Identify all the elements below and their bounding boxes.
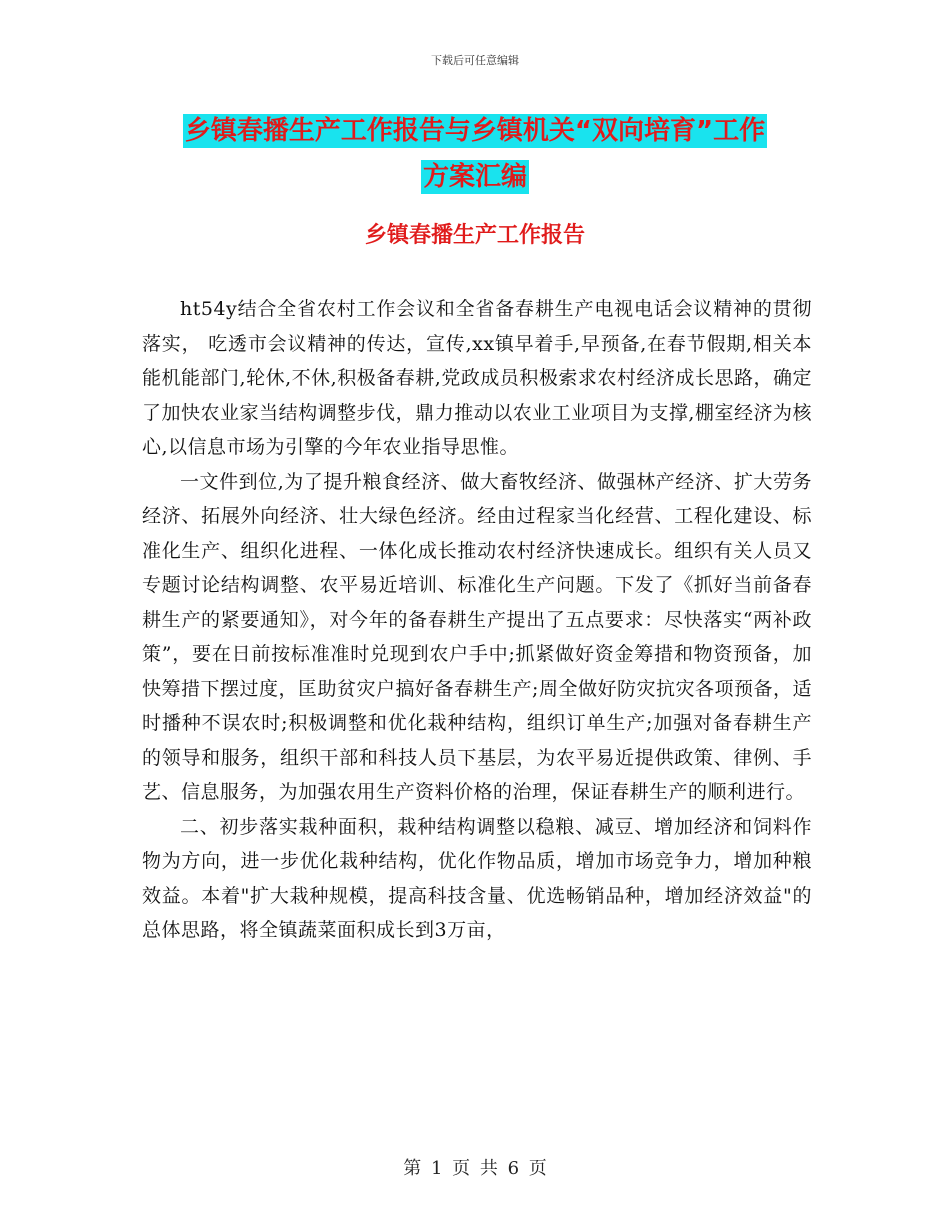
paragraph-2: 一文件到位,为了提升粮食经济、做大畜牧经济、做强林产经济、扩大劳务经济、拓展外向经济、壮大绿色经济。经由过程家当化经营、工程化建设、标准化生产、组织化进程、一体化成长推动农村经济快速成长。组织有关人员又专题讨论结构调整、农平易近培训、标准化生产问题。下发了《抓好当前备春耕生产的紧要通知》，对今年的备春耕生产提出了五点要求：尽快落实“两补政策”，要在日前按标准准时兑现到农户手中;抓紧做好资金筹措和物资预备，加快筹措下摆过度，匡助贫灾户搞好备春耕生产;周全做好防灾抗灾各项预备，适时播种不误农时;积极调整和优化栽种结构，组织订单生产;加强对备春耕生产的领导和服务，组织干部和科技人员下基层，为农平易近提供政策、律例、手艺、信息服务，为加强农用生产资料价格的治理，保证春耕生产的顺利进行。 bbox=[142, 470, 812, 803]
page-number: 第 1 页 共 6 页 bbox=[403, 1158, 547, 1179]
document-title bbox=[120, 108, 830, 200]
page-header-note: 下载后可任意编辑 bbox=[431, 54, 519, 67]
document-body bbox=[142, 292, 812, 948]
section-title: 乡镇春播生产工作报告 bbox=[364, 223, 585, 248]
paragraph-1: ht54y结合全省农村工作会议和全省备春耕生产电视电话会议精神的贯彻落实， 吃透市会议精神的传达，宣传,xx镇早着手,早预备,在春节假期,相关本能机能部门,轮休,不休,积极备春耕,党政成员积极索求农村经济成长思路，确定了加快农业家当结构调整步伐，鼎力推动以农业工业项目为支撑,棚室经济为核心,以信息市场为引擎的今年农业指导思惟。 bbox=[142, 298, 812, 458]
document-title-line1: 乡镇春播生产工作报告与乡镇机关“双向培育”工作 bbox=[184, 116, 766, 146]
document-title-line2: 方案汇编 bbox=[422, 162, 527, 192]
paragraph-3: 二、初步落实栽种面积，栽种结构调整以稳粮、减豆、增加经济和饲料作物为方向，进一步优化栽种结构，优化作物品质，增加市场竞争力，增加种粮效益。本着"扩大栽种规模，提高科技含量、优选畅销品种，增加经济效益"的总体思路，将全镇蔬菜面积成长到3万亩， bbox=[142, 815, 812, 941]
